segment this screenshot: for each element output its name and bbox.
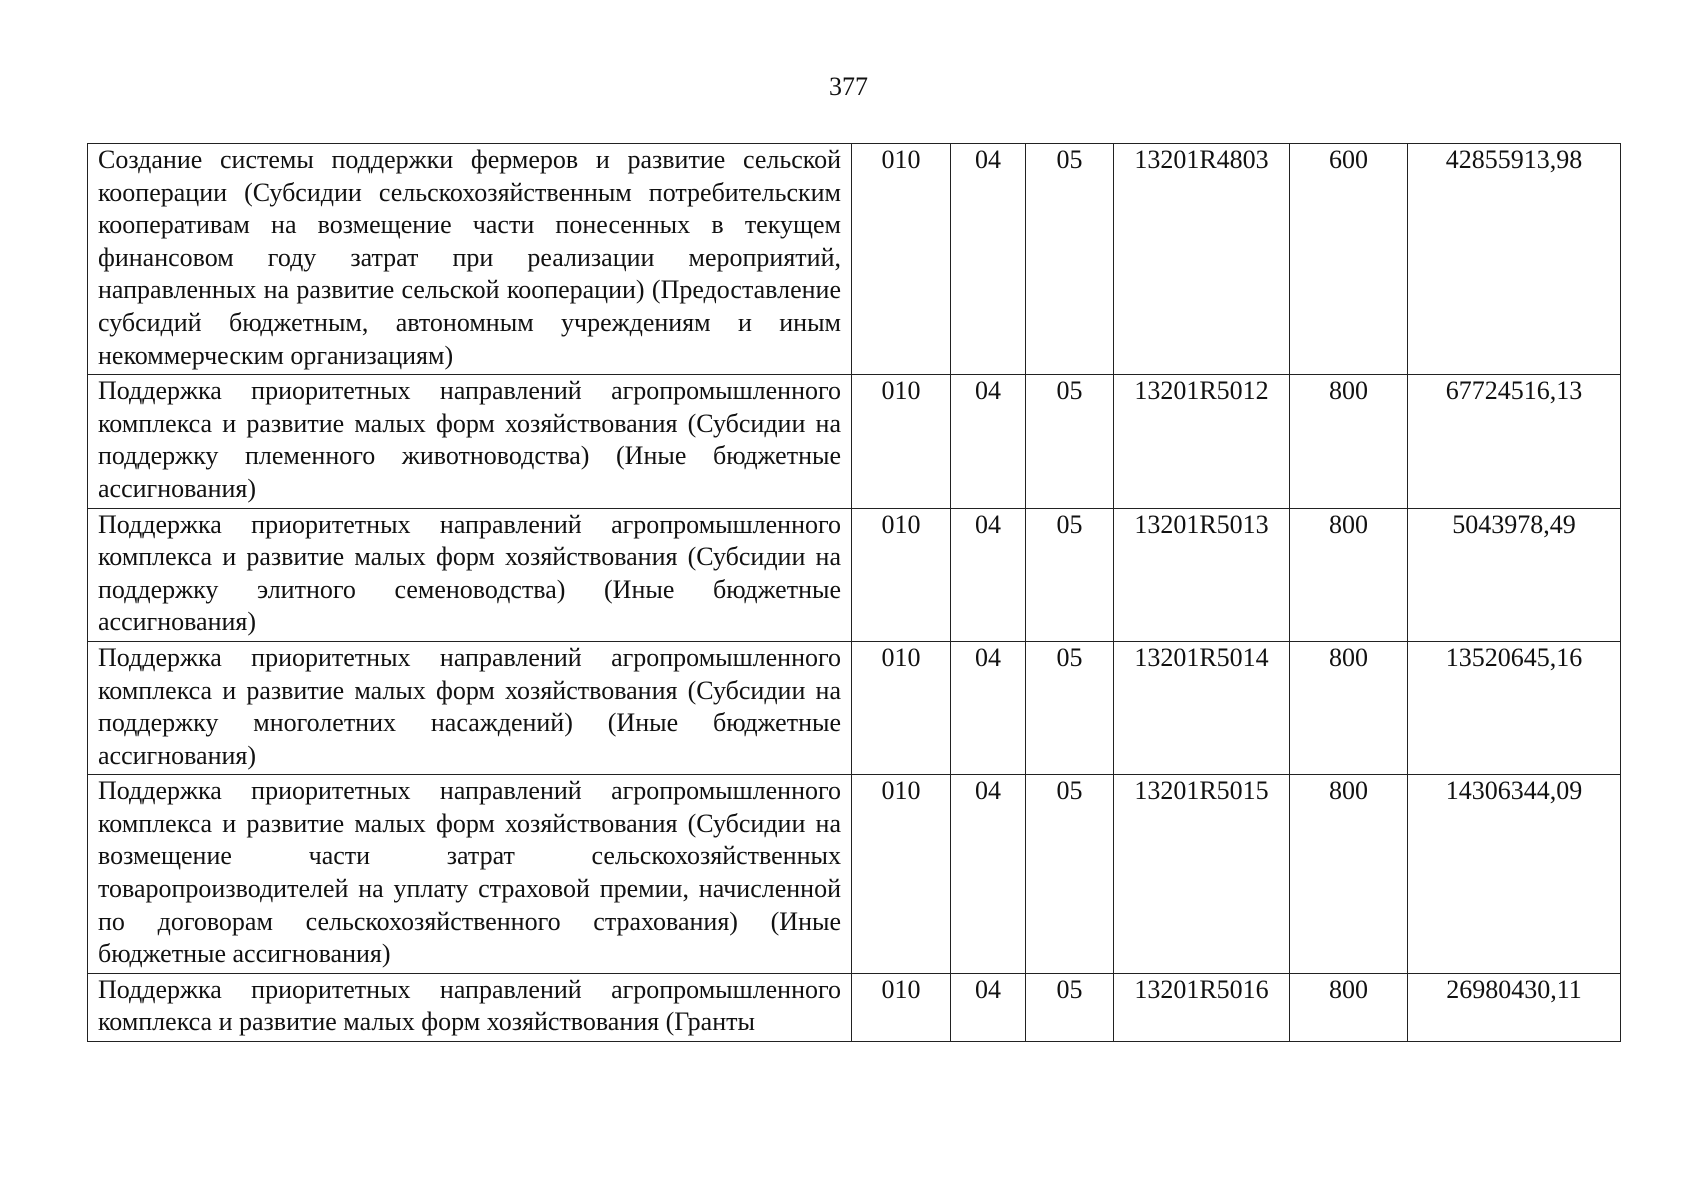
budget-table [87, 143, 1621, 1042]
row-subsection-code: 05 [1026, 508, 1114, 641]
row-section-code: 04 [951, 973, 1026, 1041]
row-subsection-code: 05 [1026, 973, 1114, 1041]
row-subsection-code: 05 [1026, 375, 1114, 508]
row-target-article: 13201R5016 [1114, 973, 1290, 1041]
row-target-article: 13201R5015 [1114, 775, 1290, 974]
row-ministry-code: 010 [852, 973, 951, 1041]
row-section-code: 04 [951, 641, 1026, 774]
row-target-article: 13201R5012 [1114, 375, 1290, 508]
row-section-code: 04 [951, 775, 1026, 974]
row-amount: 13520645,16 [1408, 641, 1621, 774]
row-target-article: 13201R5014 [1114, 641, 1290, 774]
row-ministry-code: 010 [852, 775, 951, 974]
row-section-code: 04 [951, 508, 1026, 641]
row-expense-type: 800 [1290, 973, 1408, 1041]
row-description: Поддержка приоритетных направлений агропромышленного комплекса и развитие малых форм хозяйствования (Гранты [88, 973, 852, 1041]
table-row [88, 144, 1621, 375]
row-target-article: 13201R4803 [1114, 144, 1290, 375]
row-subsection-code: 05 [1026, 775, 1114, 974]
row-subsection-code: 05 [1026, 144, 1114, 375]
row-amount: 14306344,09 [1408, 775, 1621, 974]
table-row [88, 775, 1621, 974]
row-ministry-code: 010 [852, 375, 951, 508]
row-amount: 5043978,49 [1408, 508, 1621, 641]
row-amount: 42855913,98 [1408, 144, 1621, 375]
row-description: Поддержка приоритетных направлений агропромышленного комплекса и развитие малых форм хозяйствования (Субсидии на поддержку многолетних насаждений) (Иные бюджетные ассигнования) [88, 641, 852, 774]
row-ministry-code: 010 [852, 641, 951, 774]
table-row [88, 641, 1621, 774]
row-section-code: 04 [951, 375, 1026, 508]
row-section-code: 04 [951, 144, 1026, 375]
row-amount: 26980430,11 [1408, 973, 1621, 1041]
row-subsection-code: 05 [1026, 641, 1114, 774]
row-expense-type: 800 [1290, 775, 1408, 974]
row-target-article: 13201R5013 [1114, 508, 1290, 641]
table-row [88, 508, 1621, 641]
row-expense-type: 800 [1290, 375, 1408, 508]
row-ministry-code: 010 [852, 508, 951, 641]
row-expense-type: 800 [1290, 641, 1408, 774]
row-expense-type: 600 [1290, 144, 1408, 375]
row-description: Поддержка приоритетных направлений агропромышленного комплекса и развитие малых форм хозяйствования (Субсидии на возмещение части затрат сельскохозяйственных товаропроизводителей на уплату страховой премии, начисленной по договорам сельскохозяйственного страхования) (Иные бюджетные ассигнования) [88, 775, 852, 974]
row-expense-type: 800 [1290, 508, 1408, 641]
row-description: Поддержка приоритетных направлений агропромышленного комплекса и развитие малых форм хозяйствования (Субсидии на поддержку элитного семеноводства) (Иные бюджетные ассигнования) [88, 508, 852, 641]
page-number: 377 [829, 72, 868, 101]
row-description: Поддержка приоритетных направлений агропромышленного комплекса и развитие малых форм хозяйствования (Субсидии на поддержку племенного животноводства) (Иные бюджетные ассигнования) [88, 375, 852, 508]
row-amount: 67724516,13 [1408, 375, 1621, 508]
table-row [88, 375, 1621, 508]
row-ministry-code: 010 [852, 144, 951, 375]
row-description: Создание системы поддержки фермеров и развитие сельской кооперации (Субсидии сельскохозяйственным потребительским кооперативам на возмещение части понесенных в текущем финансовом году затрат при реализации мероприятий, направленных на развитие сельской кооперации) (Предоставление субсидий бюджетным, автономным учреждениям и иным некоммерческим организациям) [88, 144, 852, 375]
table-row [88, 973, 1621, 1041]
